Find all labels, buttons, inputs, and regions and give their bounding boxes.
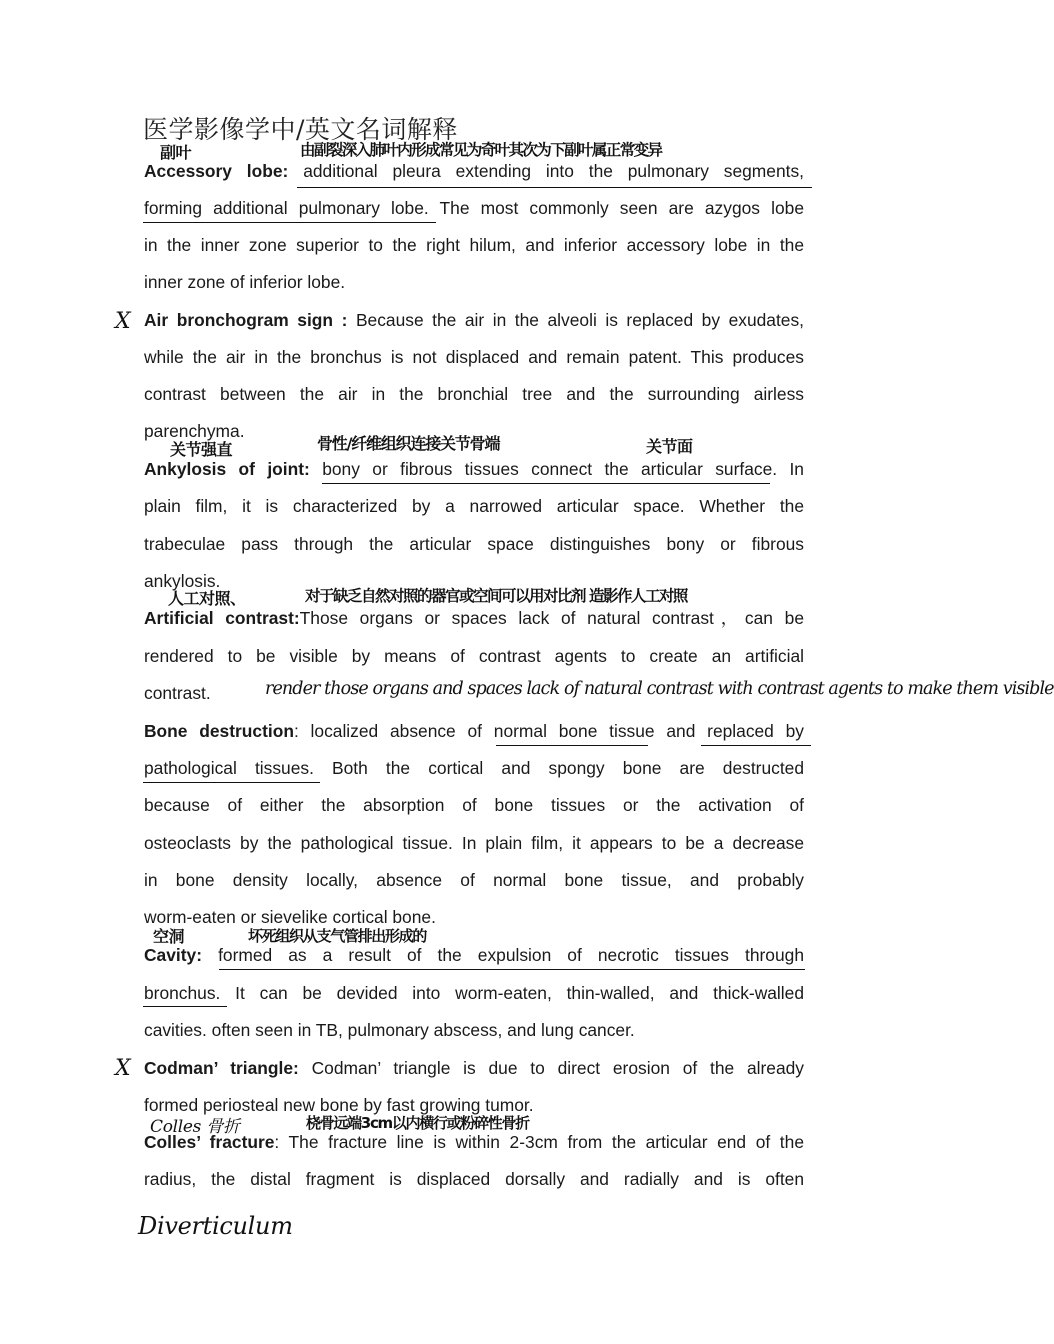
handwritten-note-artificial-definition: 对于缺乏自然对照的器官或空间可以用对比剂 造影作人工对照 bbox=[305, 587, 687, 605]
artificial-line-1: Artificial contrast:Those organs or spaces lack of natural contrast，can be bbox=[144, 608, 804, 628]
bone-line-5: in bone density locally, absence of normal bone tissue, and probably bbox=[144, 870, 804, 890]
colles-line-1: Colles’ fracture: The fracture line is within 2-3cm from the articular end of the bbox=[144, 1132, 804, 1152]
underline bbox=[219, 969, 805, 970]
bone-line-4: osteoclasts by the pathological tissue. In plain film, it appears to be a decrease bbox=[144, 833, 804, 853]
underline bbox=[701, 745, 811, 746]
underline bbox=[322, 483, 770, 484]
codman-line-2: formed periosteal new bone by fast growing tumor. bbox=[144, 1095, 534, 1115]
bone-line-3: because of either the absorption of bone tissues or the activation of bbox=[144, 795, 804, 815]
codman-line-1: Codman’ triangle: Codman’ triangle is due to direct erosion of the already bbox=[144, 1058, 804, 1078]
ankylosis-line-1: Ankylosis of joint: bony or fibrous tissues connect the articular surface. In bbox=[144, 459, 804, 479]
handwritten-x-mark: X bbox=[115, 309, 131, 334]
handwritten-x-mark: X bbox=[115, 1056, 131, 1081]
cavity-line-1: Cavity: formed as a result of the expulsion of necrotic tissues through bbox=[144, 945, 804, 965]
ankylosis-line-2: plain film, it is characterized by a narrowed articular space. Whether the bbox=[144, 496, 804, 516]
handwritten-note-ankylosis: 关节强直 bbox=[170, 440, 233, 459]
colles-line-2: radius, the distal fragment is displaced dorsally and radially and is often bbox=[144, 1169, 804, 1189]
term-cavity: Cavity: bbox=[144, 945, 202, 965]
air-line-1: Air bronchogram sign : Because the air in the alveoli is replaced by exudates, bbox=[144, 310, 804, 330]
underline bbox=[143, 222, 436, 223]
air-line-4: parenchyma. bbox=[144, 421, 245, 441]
term-accessory-lobe: Accessory lobe: bbox=[144, 161, 289, 181]
handwritten-note-colles-definition: 桡骨远端3cm以内横行或粉碎性骨折 bbox=[306, 1114, 529, 1132]
term-bone-destruction: Bone destruction bbox=[144, 721, 294, 741]
handwritten-note-accessory: 副叶 bbox=[160, 143, 192, 162]
bone-line-6: worm-eaten or sievelike cortical bone. bbox=[144, 907, 436, 927]
term-air-bronchogram: Air bronchogram sign : bbox=[144, 310, 348, 330]
handwritten-note-cavity-definition: 坏死组织从支气管排出形成的 bbox=[248, 927, 427, 945]
handwritten-note-accessory-definition: 由副裂深入肺叶内形成常见为奇叶其次为下副叶属正常变异 bbox=[300, 141, 662, 159]
accessory-line-2: forming additional pulmonary lobe. The most commonly seen are azygos lobe bbox=[144, 198, 804, 218]
air-line-2: while the air in the bronchus is not displaced and remain patent. This produces bbox=[144, 347, 804, 367]
term-ankylosis: Ankylosis of joint: bbox=[144, 459, 310, 479]
term-artificial-contrast: Artificial contrast: bbox=[144, 608, 300, 628]
page-title: 医学影像学中/英文名词解释 bbox=[143, 115, 458, 144]
bone-line-1: Bone destruction: localized absence of normal bone tissue and replaced by bbox=[144, 721, 804, 741]
handwritten-note-cavity: 空洞 bbox=[153, 927, 185, 946]
underline bbox=[143, 1006, 227, 1007]
handwritten-note-artificial-english: render those organs and spaces lack of natural contrast with contrast agents to make them visible bbox=[265, 679, 1054, 699]
handwritten-note-colles: Colles 骨折 bbox=[150, 1117, 240, 1137]
handwritten-note-articular-surface: 关节面 bbox=[646, 437, 693, 456]
bone-line-2: pathological tissues. Both the cortical and spongy bone are destructed bbox=[144, 758, 804, 778]
term-colles-fracture: Colles’ fracture bbox=[144, 1132, 275, 1152]
term-codman-triangle: Codman’ triangle: bbox=[144, 1058, 299, 1078]
air-line-3: contrast between the air in the bronchial tree and the surrounding airless bbox=[144, 384, 804, 404]
handwritten-note-artificial: 人工对照、 bbox=[168, 589, 246, 608]
underline bbox=[496, 745, 648, 746]
cavity-line-3: cavities. often seen in TB, pulmonary abscess, and lung cancer. bbox=[144, 1020, 635, 1040]
accessory-line-4: inner zone of inferior lobe. bbox=[144, 272, 346, 292]
handwritten-note-ankylosis-definition: 骨性/纤维组织连接关节骨端 bbox=[317, 434, 500, 453]
accessory-line-3: in the inner zone superior to the right hilum, and inferior accessory lobe in the bbox=[144, 235, 804, 255]
handwritten-note-diverticulum: Diverticulum bbox=[138, 1212, 293, 1240]
ankylosis-line-4: ankylosis. bbox=[144, 571, 221, 591]
artificial-line-2: rendered to be visible by means of contrast agents to create an artificial bbox=[144, 646, 804, 666]
underline bbox=[297, 187, 812, 188]
underline bbox=[143, 782, 320, 783]
accessory-line-1: Accessory lobe: additional pleura extending into the pulmonary segments, bbox=[144, 161, 804, 181]
ankylosis-line-3: trabeculae pass through the articular space distinguishes bony or fibrous bbox=[144, 534, 804, 554]
cavity-line-2: bronchus. It can be devided into worm-eaten, thin-walled, and thick-walled bbox=[144, 983, 804, 1003]
artificial-line-3: contrast. bbox=[144, 683, 211, 703]
